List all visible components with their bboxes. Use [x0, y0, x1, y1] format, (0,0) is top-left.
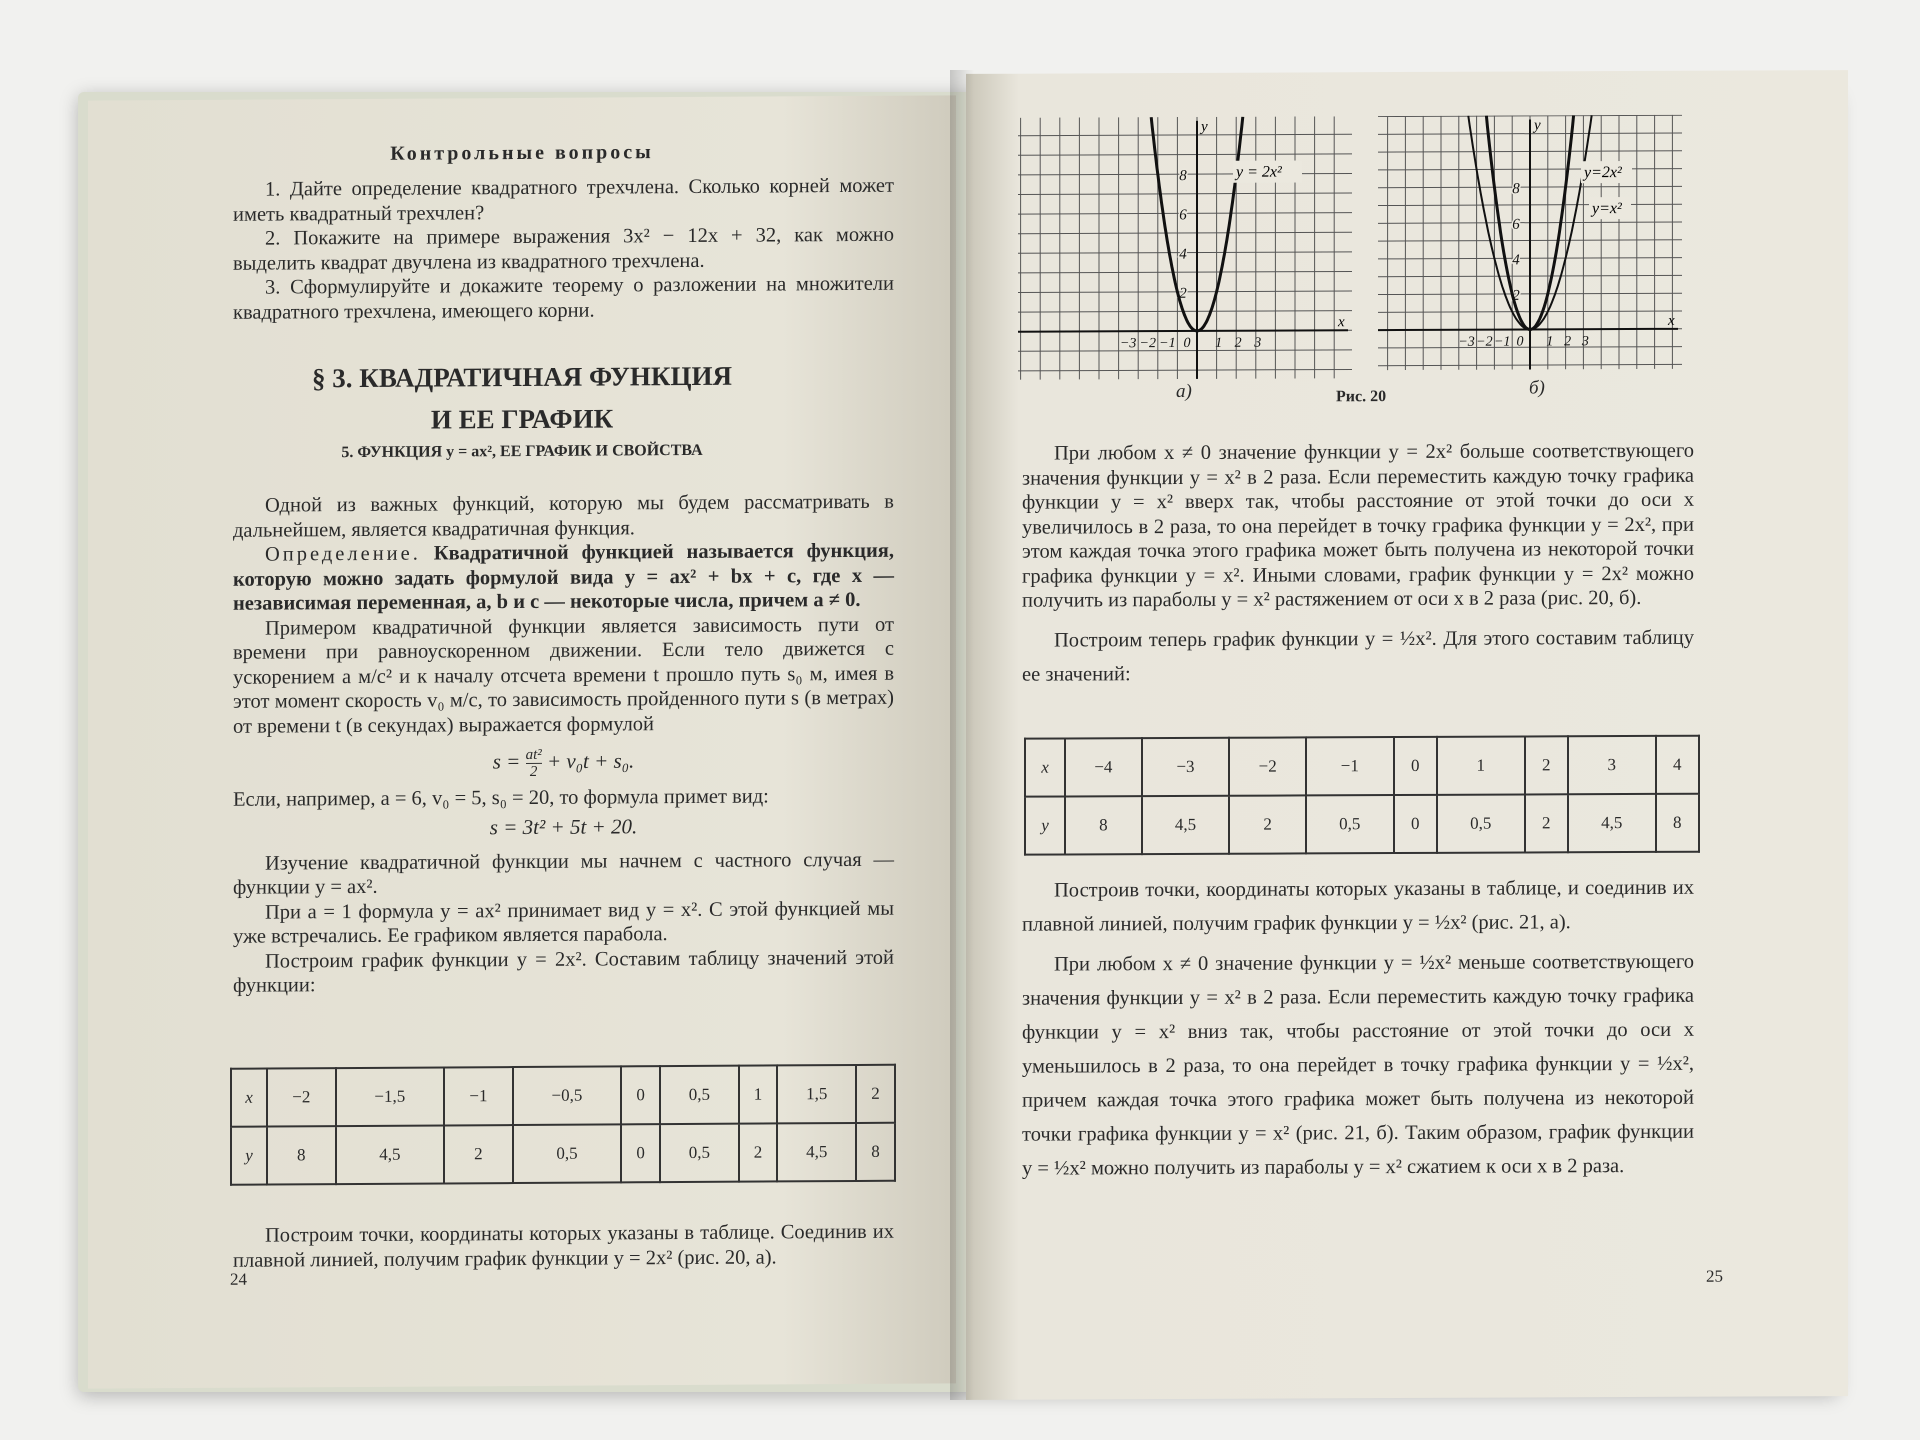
- left-body: [233, 490, 894, 999]
- y-tick-label: 4: [1179, 246, 1187, 263]
- values-table-2x2: [230, 1064, 896, 1186]
- book-gutter: [950, 70, 974, 1400]
- paragraph: Примером квадратичной функции является зависимость пути от времени при равноускоренном движении. Если тело движется с ускорением a м/с² и к началу отсчета времени t прошло путь s₀ м, имея в этот момент скорость v₀ м/с, то зависимость пройденного пути s (в метрах) от времени t (в секундах) выражается формулой: [233, 613, 894, 738]
- section-title-line-2: И ЕЕ ГРАФИК: [430, 403, 614, 435]
- question-2: 2. Покажите на примере выражения 3x² − 12x + 32, как можно выделить квадрат двучлена из квадратного трехчлена.: [233, 223, 894, 275]
- table-row-y: [231, 1123, 895, 1185]
- x-tick-label: −2: [1476, 334, 1493, 350]
- paragraph: Построим теперь график функции y = ½x². Для этого составим таблицу ее значений:: [1022, 626, 1694, 686]
- y-axis-label: y: [1201, 118, 1208, 135]
- formula-1: [233, 745, 894, 782]
- table-cell: 8: [856, 1123, 895, 1181]
- y-tick-label: 8: [1512, 181, 1520, 198]
- table-cell: 4,5: [336, 1125, 444, 1184]
- y-tick-label: 2: [1512, 287, 1520, 304]
- table-cell: −2: [1229, 737, 1306, 795]
- formula-lhs: s =: [492, 749, 521, 774]
- y-tick-label: 4: [1512, 252, 1520, 269]
- table-cell: −1: [444, 1067, 513, 1125]
- y-tick-label: 8: [1179, 168, 1187, 185]
- y-tick-label: 6: [1179, 207, 1187, 224]
- question-3: 3. Сформулируйте и докажите теорему о разложении на множители квадратного трехчлена, имеющего корни.: [233, 272, 894, 324]
- paragraph: При a = 1 формула y = ax² принимает вид y = x². С этой функцией мы уже встречались. Ее графиком является парабола.: [233, 897, 894, 948]
- x-tick-label: 1: [1546, 334, 1554, 350]
- caption-b: б): [1529, 377, 1545, 399]
- table-cell: 2: [739, 1123, 778, 1181]
- x-axis-label: x: [1338, 314, 1345, 331]
- curve-label: y = 2x²: [1236, 163, 1282, 181]
- grid-line: [1018, 193, 1352, 194]
- figure-20a-graph: [1018, 116, 1354, 381]
- fraction: [526, 747, 542, 780]
- row-header: y: [1025, 796, 1065, 854]
- table-cell: 3: [1568, 736, 1656, 794]
- paragraph: Одной из важных функций, которую мы будем рассматривать в дальнейшем, является квадратичная функция.: [233, 490, 894, 542]
- section-title: [88, 353, 956, 442]
- x-tick-label: 0: [1183, 335, 1191, 351]
- table-cell: 2: [1229, 795, 1306, 853]
- paragraph: При любом x ≠ 0 значение функции y = 2x² больше соответствующего значения функции y = x² в 2 раза. Если переместить каждую точку графика функции y = x² вверх так, чтобы расстояние от этой точки до оси x увеличилось в 2 раза, то она перейдет в точку графика функции y = 2x², при этом каждая точка этого графика может быть получена из некоторой точки графика функции y = x². Иными словами, график функции y = 2x² можно получить из параболы y = x² растяжением от оси x в 2 раза (рис. 20, б).: [1022, 439, 1694, 612]
- table-cell: −0,5: [513, 1066, 621, 1125]
- question-1: 1. Дайте определение квадратного трехчлена. Сколько корней может иметь квадратный трехчлен?: [233, 174, 894, 226]
- table-cell: 0: [621, 1066, 660, 1124]
- table-cell: 4,5: [1142, 796, 1230, 854]
- y-tick-label: 6: [1512, 216, 1520, 233]
- table-cell: 4,5: [777, 1123, 856, 1181]
- paragraph: Изучение квадратичной функции мы начнем с частного случая — функции y = ax².: [233, 848, 894, 899]
- table-cell: 0,5: [1306, 795, 1394, 853]
- right-body: [1022, 439, 1694, 691]
- x-tick-label: −3: [1458, 334, 1475, 350]
- table-cell: −1: [1306, 737, 1394, 795]
- y-tick-label: 2: [1179, 285, 1187, 302]
- x-tick-label: −1: [1493, 334, 1511, 350]
- figure-caption: Рис. 20: [1336, 388, 1387, 406]
- grid-line: [1018, 134, 1352, 135]
- definition-text: Квадратичной функцией называется функция, которую можно задать формулой вида y = ax² + bx + c, где x — независимая переменная, a, b и c — некоторые числа, причем a ≠ 0.: [233, 539, 894, 615]
- denominator: 2: [529, 763, 538, 780]
- row-header: y: [231, 1127, 267, 1185]
- page-number: 24: [230, 1269, 247, 1289]
- x-tick-label: −3: [1119, 336, 1137, 352]
- formula-2: s = 3t² + 5t + 20.: [489, 813, 638, 839]
- paragraph: Построим точки, координаты которых указаны в таблице. Соединив их плавной линией, получим график функции y = 2x² (рис. 20, a).: [233, 1220, 894, 1272]
- table-cell: 1: [739, 1065, 778, 1123]
- x-axis-label: x: [1668, 312, 1675, 329]
- formula-rhs: + v₀t + s₀.: [546, 748, 635, 774]
- values-table-half-x2: [1024, 735, 1700, 856]
- left-closing: [233, 1220, 894, 1273]
- subsection-title: 5. ФУНКЦИЯ y = ax², ЕЕ ГРАФИК И СВОЙСТВА: [341, 441, 703, 462]
- table-row-x: [1025, 736, 1699, 797]
- right-body-2: [1022, 871, 1694, 1186]
- table-cell: 1,5: [777, 1065, 856, 1123]
- grid-line: [1018, 154, 1352, 155]
- x-tick-label: 0: [1516, 334, 1524, 350]
- paragraph: Если, например, a = 6, v₀ = 5, s₀ = 20, то формула примет вид:: [233, 785, 769, 811]
- table-cell: −1,5: [336, 1067, 444, 1126]
- questions-list: [233, 174, 894, 325]
- table-cell: 8: [1065, 796, 1142, 854]
- row-header: x: [1025, 738, 1065, 796]
- table-cell: 0: [1394, 795, 1437, 853]
- table-cell: 2: [856, 1065, 895, 1123]
- left-page: [88, 95, 956, 1388]
- table-cell: 8: [267, 1126, 336, 1184]
- x-tick-label: −2: [1139, 336, 1157, 352]
- table-cell: 0: [621, 1124, 660, 1182]
- table-cell: 2: [1525, 736, 1568, 794]
- table-cell: 4,5: [1568, 794, 1656, 852]
- grid-line: [1018, 369, 1352, 370]
- x-tick-label: 1: [1215, 335, 1223, 351]
- grid-line: [1018, 232, 1352, 233]
- figure-20b-graph: [1378, 115, 1684, 372]
- table-cell: −3: [1142, 738, 1230, 796]
- numerator: at²: [525, 746, 542, 763]
- x-tick-label: 2: [1564, 334, 1572, 350]
- table-cell: −4: [1065, 738, 1142, 796]
- table-row-x: [231, 1065, 895, 1127]
- x-axis: [1018, 330, 1348, 331]
- x-tick-label: 3: [1254, 335, 1262, 351]
- table-cell: 0,5: [513, 1124, 621, 1183]
- definition-label: Определение.: [265, 542, 421, 566]
- table-cell: −2: [267, 1068, 336, 1126]
- table-cell: 0: [1394, 737, 1437, 795]
- table-cell: 1: [1437, 736, 1525, 794]
- x-tick-label: 2: [1234, 335, 1242, 351]
- curve-label: y=2x²: [1584, 164, 1622, 182]
- questions-title: Контрольные вопросы: [390, 141, 654, 165]
- table-cell: 0,5: [660, 1066, 739, 1124]
- x-tick-label: −1: [1159, 336, 1176, 352]
- table-cell: 0,5: [660, 1124, 739, 1182]
- curve-label: y=x²: [1592, 200, 1622, 218]
- caption-a: а): [1176, 380, 1192, 403]
- grid-line: [1018, 311, 1352, 312]
- page-number: 25: [1706, 1266, 1723, 1286]
- paragraph: При любом x ≠ 0 значение функции y = ½x² меньше соответствующего значения функции y = x² в 2 раза. Если переместить каждую точку графика функции y = x² вниз так, чтобы расстояние от этой точки до оси x уменьшилось в 2 раза, то она перейдет в точку графика функции y = ½x², причем каждая точка этого графика может быть получена из некоторой точки графика функции y = x² (рис. 21, б). Таким образом, график функции y = ½x² можно получить из параболы y = x² сжатием к оси x в 2 раза.: [1022, 950, 1694, 1180]
- table-cell: 0,5: [1437, 794, 1525, 852]
- x-tick-label: 3: [1581, 334, 1589, 350]
- right-page: [966, 70, 1848, 1400]
- row-header: x: [231, 1069, 267, 1127]
- table-cell: 4: [1656, 736, 1699, 794]
- section-title-line-1: § 3. КВАДРАТИЧНАЯ ФУНКЦИЯ: [312, 360, 732, 394]
- y-axis-label: y: [1534, 117, 1541, 134]
- table-cell: 2: [1525, 794, 1568, 852]
- table-cell: 2: [444, 1125, 513, 1183]
- paragraph: Построим график функции y = 2x². Составим таблицу значений этой функции:: [233, 946, 894, 997]
- table-row-y: [1025, 794, 1699, 855]
- definition: [233, 539, 894, 617]
- table-cell: 8: [1656, 794, 1699, 852]
- paragraph: Построив точки, координаты которых указаны в таблице, и соединив их плавной линией, получим график функции y = ½x² (рис. 21, a).: [1022, 876, 1694, 936]
- grid-line: [1018, 271, 1352, 272]
